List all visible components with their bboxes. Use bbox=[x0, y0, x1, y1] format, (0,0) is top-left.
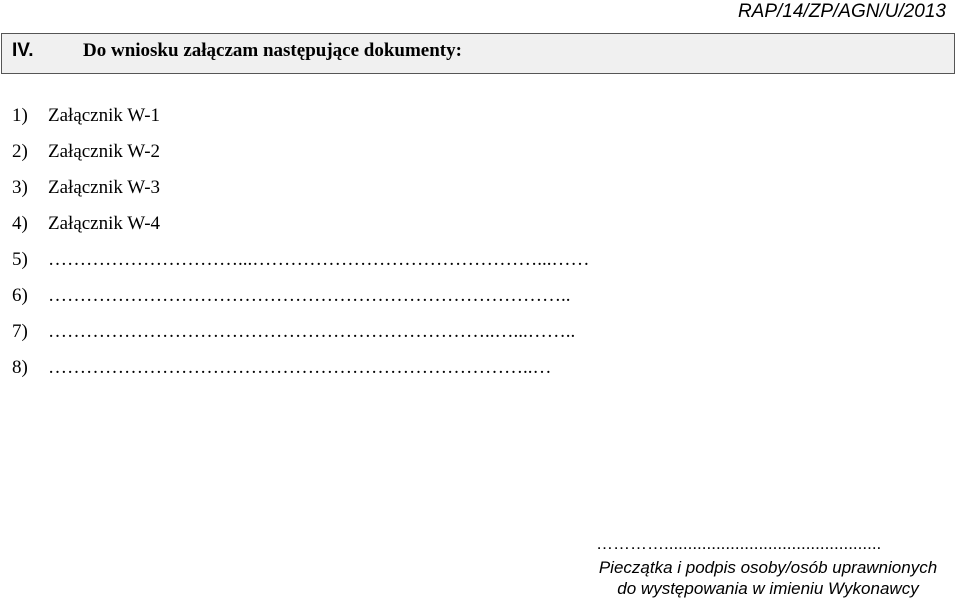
section-number: IV. bbox=[12, 40, 34, 61]
attachments-list bbox=[12, 104, 590, 392]
section-header bbox=[1, 33, 955, 74]
item-number: 5) bbox=[12, 249, 28, 270]
list-item bbox=[12, 176, 590, 212]
item-dotted-line: ……………………………………………………………..…...…….. bbox=[48, 321, 576, 342]
list-item bbox=[12, 104, 590, 140]
item-text: Załącznik W-4 bbox=[48, 213, 161, 234]
signature-caption-line1: Pieczątka i podpis osoby/osób uprawnionych bbox=[598, 558, 938, 577]
signature-block bbox=[588, 531, 948, 599]
list-item-blank bbox=[12, 320, 590, 356]
list-item-blank bbox=[12, 248, 590, 284]
signature-line: ………….............................................. bbox=[596, 534, 882, 553]
item-dotted-line: ……………………………………………………………………….. bbox=[48, 285, 571, 306]
item-number: 6) bbox=[12, 285, 28, 306]
document-reference: RAP/14/ZP/AGN/U/2013 bbox=[737, 1, 946, 22]
item-number: 4) bbox=[12, 213, 28, 234]
item-number: 2) bbox=[12, 141, 28, 162]
item-text: Załącznik W-3 bbox=[48, 177, 161, 198]
list-item-blank bbox=[12, 356, 590, 392]
item-number: 7) bbox=[12, 321, 28, 342]
list-item bbox=[12, 212, 590, 248]
item-number: 8) bbox=[12, 357, 28, 378]
item-number: 1) bbox=[12, 105, 28, 126]
item-text: Załącznik W-1 bbox=[48, 105, 161, 126]
item-dotted-line: …………………………………………………………………..… bbox=[48, 357, 552, 378]
signature-caption-line2: do występowania w imieniu Wykonawcy bbox=[617, 579, 919, 598]
item-dotted-line: …………………………...………………………………………...…… bbox=[48, 249, 590, 270]
list-item bbox=[12, 140, 590, 176]
list-item-blank bbox=[12, 284, 590, 320]
item-number: 3) bbox=[12, 177, 28, 198]
section-title: Do wniosku załączam następujące dokumenty: bbox=[83, 40, 462, 61]
item-text: Załącznik W-2 bbox=[48, 141, 161, 162]
